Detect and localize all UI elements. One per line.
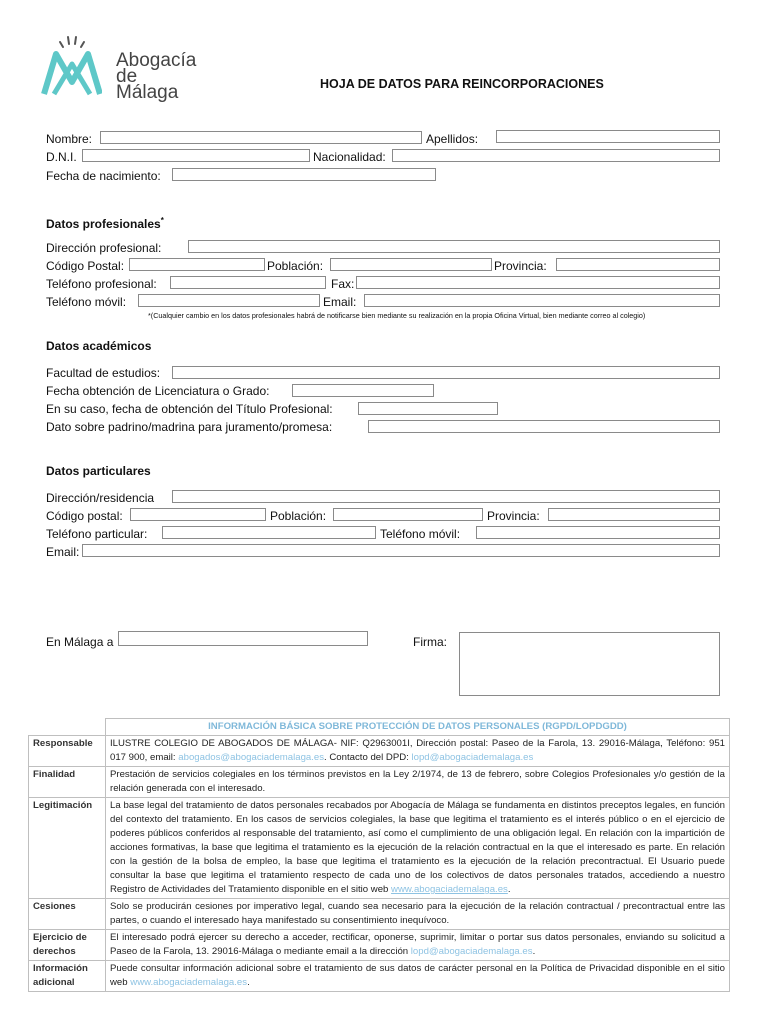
part-telefono-label: Teléfono particular: [46, 527, 148, 541]
row-text-adicional [106, 961, 730, 992]
row-label-cesiones: Cesiones [29, 899, 106, 930]
prof-cp-field[interactable] [129, 258, 265, 271]
lugar-fecha-label: En Málaga a [46, 635, 114, 649]
nombre-field[interactable] [100, 131, 422, 144]
part-cp-field[interactable] [130, 508, 266, 521]
row-text-legitimacion [106, 798, 730, 899]
part-email-field[interactable] [82, 544, 720, 557]
logo-line-3: Málaga [116, 82, 179, 103]
apellidos-field[interactable] [496, 130, 720, 143]
prof-provincia-label: Provincia: [494, 259, 547, 273]
table-row [29, 798, 730, 899]
derechos-text: El interesado podrá ejercer su derecho a acceder, rectificar, oponerse, suprimir, limitar o portar sus datos personales, enviando su solicitud a Paseo de la Farola, 13. 29016-Málaga o mediante email a la dirección [110, 932, 725, 957]
section-profesionales-title [46, 214, 164, 231]
part-email-label: Email: [46, 545, 80, 559]
prof-fax-field[interactable] [356, 276, 720, 289]
acad-padrino-label: Dato sobre padrino/madrina para juramento/promesa: [46, 420, 333, 434]
adicional-text: Puede consultar información adicional sobre el tratamiento de sus datos de carácter personal en la Política de Privacidad disponible en el sitio web [110, 963, 725, 988]
derechos-email-link[interactable]: lopd@abogaciademalaga.es [410, 946, 533, 957]
prof-telefono-label: Teléfono profesional: [46, 277, 157, 291]
table-row [29, 899, 730, 930]
table-row [29, 767, 730, 798]
prof-email-label: Email: [323, 295, 357, 309]
prof-telefono-field[interactable] [170, 276, 326, 289]
derechos-end: . [532, 946, 536, 957]
acad-facultad-label: Facultad de estudios: [46, 366, 161, 380]
part-direccion-label: Dirección/residencia [46, 491, 155, 505]
dni-label: D.N.I. [46, 150, 77, 164]
nombre-label: Nombre: [46, 132, 93, 146]
prof-provincia-field[interactable] [556, 258, 720, 271]
part-direccion-field[interactable] [172, 490, 720, 503]
table-row [29, 736, 730, 767]
prof-email-field[interactable] [364, 294, 720, 307]
row-text-derechos [106, 930, 730, 961]
part-poblacion-field[interactable] [333, 508, 483, 521]
part-telefono-field[interactable] [162, 526, 376, 539]
acad-titulo-field[interactable] [358, 402, 498, 415]
dni-field[interactable] [82, 149, 310, 162]
row-label-adicional: Información adicional [29, 961, 106, 992]
acad-licenciatura-field[interactable] [292, 384, 434, 397]
nacionalidad-label: Nacionalidad: [313, 150, 386, 164]
prof-movil-label: Teléfono móvil: [46, 295, 127, 309]
legitimacion-text: La base legal del tratamiento de datos personales recabados por Abogacía de Málaga se fundamenta en distintos preceptos legales, en función del contexto del tratamiento. En los casos de servicios colegiales, la base que legitima el tratamiento es el interés público o en el ejercicio de poderes públicos conferidos al responsable del tratamiento, así como el cumplimiento de una obligación legal. En relación con la impartición de acciones formativas, la base que legitima el tratamiento es la ejecución de la relación contractual en la que el interesado es parte. En relación con la gestión de la bolsa de empleo, la base que legitima el tratamiento es la ejecución de la relación precontractual. El Usuario puede consultar la base que legitima el tratamiento respecto de cada uno de los colectivos de datos personales tratados, accediendo a nuestro Registro de Actividades del Tratamiento disponible en el sitio web [110, 800, 725, 895]
prof-poblacion-label: Población: [267, 259, 324, 273]
logo-line-1: Abogacía [116, 50, 197, 71]
prof-direccion-label: Dirección profesional: [46, 241, 162, 255]
prof-cp-label: Código Postal: [46, 259, 125, 273]
prof-movil-field[interactable] [138, 294, 320, 307]
part-movil-field[interactable] [476, 526, 720, 539]
row-label-derechos: Ejercicio de derechos [29, 930, 106, 961]
section-particulares-title: Datos particulares [46, 464, 151, 478]
section-profesionales-heading: Datos profesionales [46, 217, 161, 231]
adicional-end: . [247, 977, 250, 988]
logo-line-2: de [116, 66, 138, 87]
row-label-finalidad: Finalidad [29, 767, 106, 798]
fecha-nacimiento-field[interactable] [172, 168, 436, 181]
page-title: HOJA DE DATOS PARA REINCORPORACIONES [320, 77, 604, 91]
part-movil-label: Teléfono móvil: [380, 527, 461, 541]
firma-label: Firma: [413, 635, 447, 649]
part-provincia-label: Provincia: [487, 509, 540, 523]
section-academicos-title: Datos académicos [46, 339, 152, 353]
row-text-finalidad: Prestación de servicios colegiales en los términos previstos en la Ley 2/1974, de 13 de febrero, sobre Colegios Profesionales y/o gestión de la relación generada con el interesado. [106, 767, 730, 798]
row-label-legitimacion: Legitimación [29, 798, 106, 899]
logo [40, 34, 200, 103]
fecha-nacimiento-label: Fecha de nacimiento: [46, 169, 161, 183]
row-text-responsable [106, 736, 730, 767]
acad-titulo-label: En su caso, fecha de obtención del Título Profesional: [46, 402, 333, 416]
dpd-email-link[interactable]: lopd@abogaciademalaga.es [411, 752, 534, 763]
prof-poblacion-field[interactable] [330, 258, 492, 271]
nacionalidad-field[interactable] [392, 149, 720, 162]
privacy-spacer [29, 719, 106, 736]
acad-licenciatura-label: Fecha obtención de Licenciatura o Grado: [46, 384, 270, 398]
privacy-table [28, 718, 730, 992]
logo-mark-icon [40, 34, 102, 98]
legitimacion-web-link[interactable]: www.abogaciademalaga.es [391, 884, 508, 895]
privacy-header: INFORMACIÓN BÁSICA SOBRE PROTECCIÓN DE DATOS PERSONALES (RGPD/LOPDGDD) [106, 719, 730, 736]
lugar-fecha-field[interactable] [118, 631, 368, 646]
row-text-cesiones: Solo se producirán cesiones por imperativo legal, cuando sea necesario para la ejecución de la relación contractual / precontractual entre las partes, o cuando el interesado haya manifestado su consentimiento inequívoco. [106, 899, 730, 930]
part-provincia-field[interactable] [548, 508, 720, 521]
apellidos-label: Apellidos: [426, 132, 479, 146]
responsable-email-link[interactable]: abogados@abogaciademalaga.es [178, 752, 325, 763]
legitimacion-end: . [507, 884, 511, 895]
acad-padrino-field[interactable] [368, 420, 720, 433]
table-row [29, 961, 730, 992]
adicional-web-link[interactable]: www.abogaciademalaga.es [130, 977, 248, 988]
part-cp-label: Código postal: [46, 509, 123, 523]
table-row [29, 930, 730, 961]
row-label-responsable: Responsable [29, 736, 106, 767]
firma-field[interactable] [459, 632, 720, 696]
responsable-text: ILUSTRE COLEGIO DE ABOGADOS DE MÁLAGA- NIF: Q2963001I, Dirección postal: Paseo de la Farola, 13. 29016-Málaga, Teléfono: 951 017 900, email: [110, 738, 725, 763]
prof-direccion-field[interactable] [188, 240, 720, 253]
part-poblacion-label: Población: [270, 509, 327, 523]
asterisk: * [160, 216, 164, 225]
prof-note: *(Cualquier cambio en los datos profesionales habrá de notificarse bien mediante su realización en la propia Oficina Virtual, bien mediante correo al colegio) [148, 311, 646, 320]
prof-fax-label: Fax: [331, 277, 355, 291]
responsable-dpd-text: . Contacto del DPD: [324, 752, 412, 763]
acad-facultad-field[interactable] [172, 366, 720, 379]
